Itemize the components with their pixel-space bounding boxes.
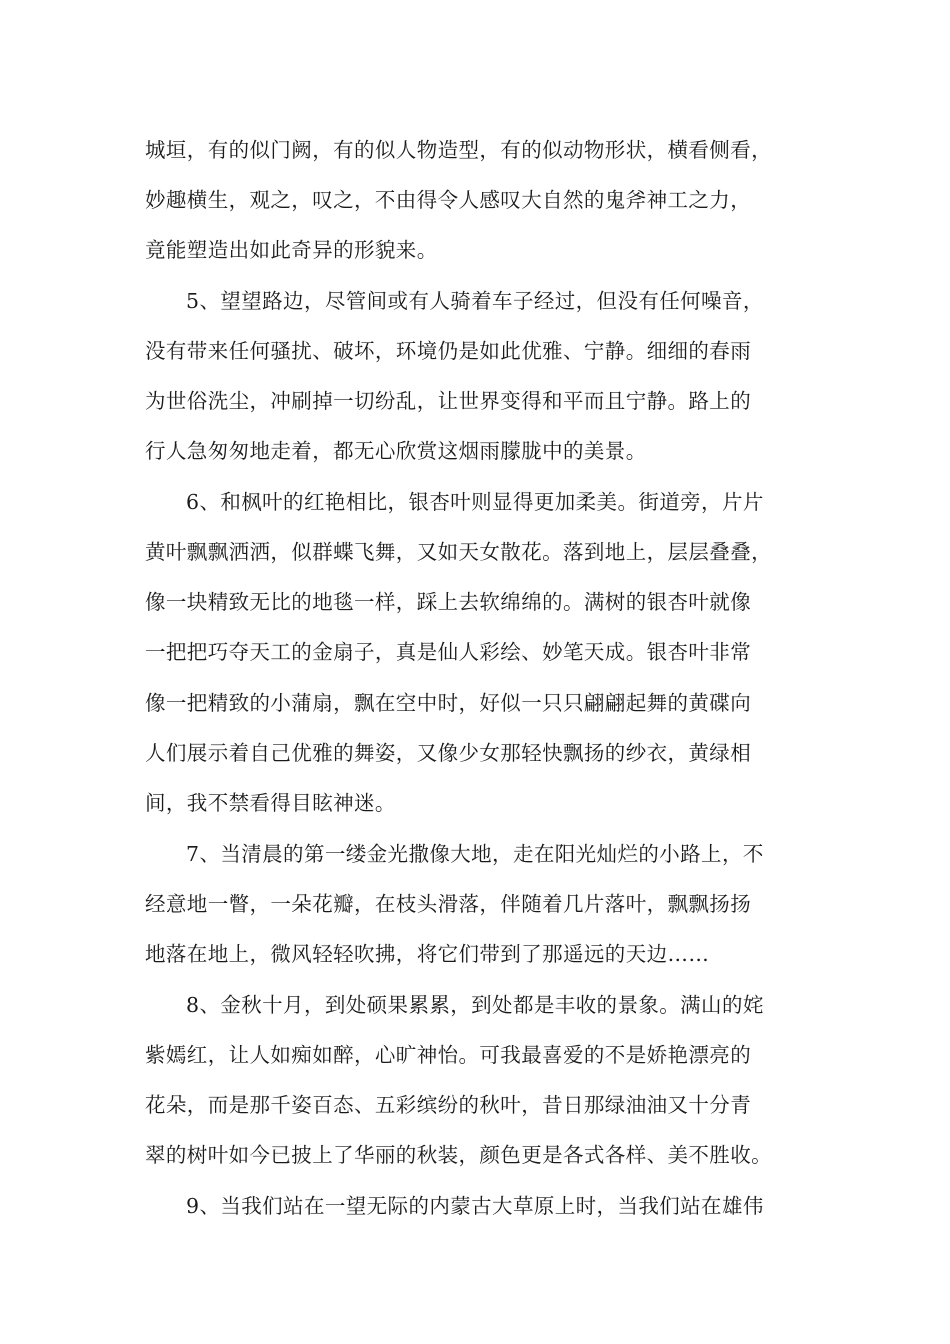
text-line-content: 为世俗洗尘，冲刷掉一切纷乱，让世界变得和平而且宁静。路上的 (145, 389, 752, 413)
text-line-content: 间，我不禁看得目眩神迷。 (145, 791, 396, 815)
text-line-content: 像一把精致的小蒲扇，飘在空中时，好似一只只翩翩起舞的黄碟向 (145, 691, 752, 715)
text-line-content: 花朵，而是那千姿百态、五彩缤纷的秋叶，昔日那绿油油又十分青 (145, 1093, 752, 1117)
text-line-content: 6、和枫叶的红艳相比，银杏叶则显得更加柔美。街道旁，片片 (186, 490, 764, 514)
text-line-content: 一把把巧夺天工的金扇子，真是仙人彩绘、妙笔天成。银杏叶非常 (145, 640, 752, 664)
text-line-content: 城垣，有的似门阙，有的似人物造型，有的似动物形状，横看侧看， (145, 138, 772, 162)
text-line-content: 经意地一瞥，一朵花瓣，在枝头滑落，伴随着几片落叶，飘飘扬扬 (145, 892, 752, 916)
text-line-content: 黄叶飘飘洒洒，似群蝶飞舞，又如天女散花。落到地上，层层叠叠， (145, 540, 772, 564)
text-line-content: 妙趣横生，观之，叹之，不由得令人感叹大自然的鬼斧神工之力， (145, 188, 752, 212)
text-line-content: 地落在地上，微风轻轻吹拂，将它们带到了那遥远的天边…… (145, 942, 710, 966)
text-line-content: 紫嫣红，让人如痴如醉，心旷神怡。可我最喜爱的不是娇艳漂亮的 (145, 1043, 752, 1067)
text-line-content: 5、望望路边，尽管间或有人骑着车子经过，但没有任何噪音， (186, 289, 764, 313)
text-line-content: 行人急匆匆地走着，都无心欣赏这烟雨朦胧中的美景。 (145, 439, 647, 463)
text-line-content: 9、当我们站在一望无际的内蒙古大草原上时，当我们站在雄伟 (186, 1194, 764, 1218)
text-line-content: 人们展示着自己优雅的舞姿，又像少女那轻快飘扬的纱衣，黄绿相 (145, 741, 752, 765)
text-line-content: 8、金秋十月，到处硕果累累，到处都是丰收的景象。满山的姹 (186, 993, 764, 1017)
text-line-content: 竟能塑造出如此奇异的形貌来。 (145, 238, 438, 262)
text-line-content: 像一块精致无比的地毯一样，踩上去软绵绵的。满树的银杏叶就像 (145, 590, 752, 614)
text-line-content: 7、当清晨的第一缕金光撒像大地，走在阳光灿烂的小路上，不 (186, 842, 764, 866)
text-line-content: 翠的树叶如今已披上了华丽的秋装，颜色更是各式各样、美不胜收。 (145, 1143, 772, 1167)
text-line-content: 没有带来任何骚扰、破坏，环境仍是如此优雅、宁静。细细的春雨 (145, 339, 752, 363)
